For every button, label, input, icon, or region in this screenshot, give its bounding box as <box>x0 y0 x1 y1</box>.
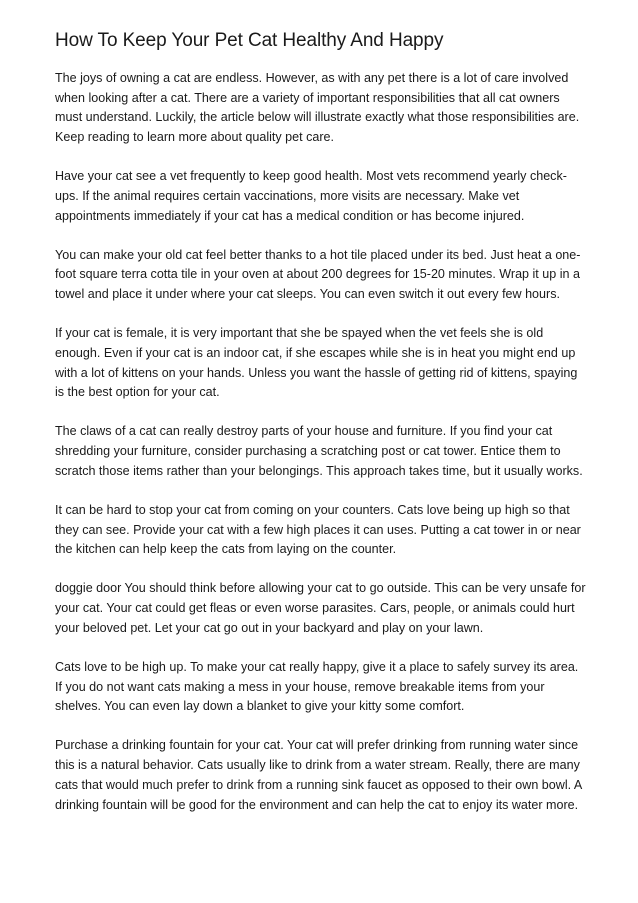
paragraph-claws: The claws of a cat can really destroy parts of your house and furniture. If you find your cat shredding your furniture, consider purchasing a scratching post or cat tower. Entice them to scratch those items rather than your belongings. This approach takes time, but it usually works. <box>55 424 583 478</box>
document-title: How To Keep Your Pet Cat Healthy And Happy <box>55 30 444 51</box>
paragraph-intro: The joys of owning a cat are endless. However, as with any pet there is a lot of care involved when looking after a cat. There are a variety of important responsibilities that all cat owners must understand. Luckily, the article below will illustrate exactly what those responsibilities are. Keep reading to learn more about quality pet care. <box>55 71 580 145</box>
paragraph-high-places: Cats love to be high up. To make your cat really happy, give it a place to safely survey its area. If you do not want cats making a mess in your house, remove breakable items from your shelves. You can even lay down a blanket to give your kitty some comfort. <box>55 659 579 714</box>
paragraph-vet-visits: Have your cat see a vet frequently to keep good health. Most vets recommend yearly check-ups. If the animal requires certain vaccinations, more visits are necessary. Make vet appointments immediately if your cat has a medical condition or has become injured. <box>55 169 567 223</box>
paragraph-outside: doggie door You should think before allowing your cat to go outside. This can be very unsafe for your cat. Your cat could get fleas or even worse parasites. Cars, people, or animals could hurt your beloved pet. Let your cat go out in your backyard and play on your lawn. <box>55 581 586 635</box>
paragraph-drinking-fountain: Purchase a drinking fountain for your cat. Your cat will prefer drinking from running water since this is a natural behavior. Cats usually like to drink from a water stream. Really, there are many cats that would much prefer to drink from a running sink faucet as opposed to their own bowl. A drinking fountain will be good for the environment and can help the cat to enjoy its water more. <box>55 738 582 812</box>
paragraph-hot-tile: You can make your old cat feel better thanks to a hot tile placed under its bed. Just heat a one-foot square terra cotta tile in your oven at about 200 degrees for 15-20 minutes. Wrap it up in a towel and place it under where your cat sleeps. You can even switch it out every few hours. <box>55 247 581 302</box>
paragraph-counters: It can be hard to stop your cat from coming on your counters. Cats love being up high so that they can see. Provide your cat with a few high places it can uses. Putting a cat tower in or near the kitchen can help keep the cats from laying on the counter. <box>55 502 581 557</box>
document-page <box>55 28 588 835</box>
paragraph-spaying: If your cat is female, it is very important that she be spayed when the vet feels she is old enough. Even if your cat is an indoor cat, if she escapes while she is in heat you might end up with a lot of kittens on your hands. Unless you want the hassle of getting rid of kittens, spaying is the best option for your cat. <box>55 326 578 400</box>
